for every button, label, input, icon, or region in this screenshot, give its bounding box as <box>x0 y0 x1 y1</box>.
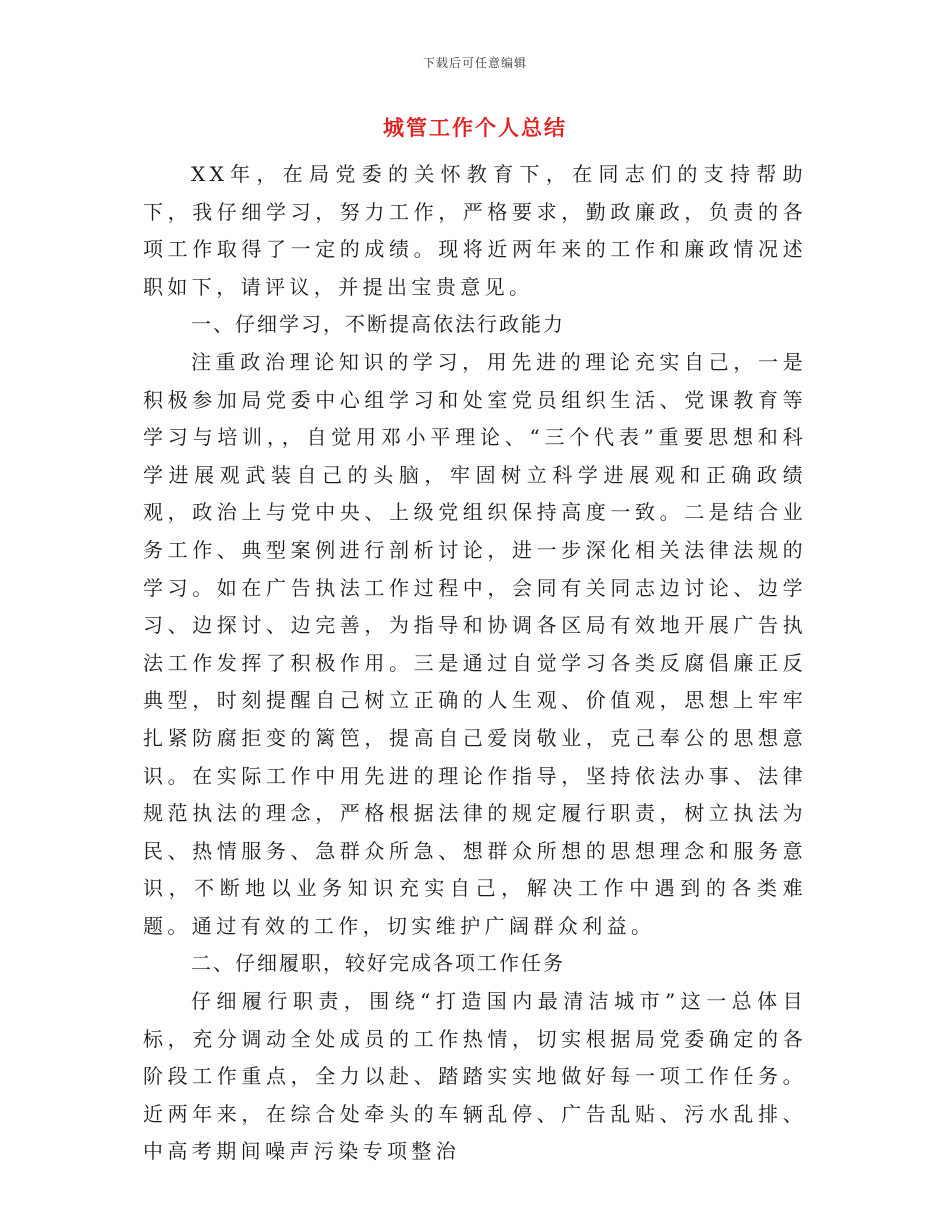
section-2-paragraph: 仔细履行职责，围绕“打造国内最清洁城市”这一总体目标，充分调动全处成员的工作热情，切实根据局党委确定的各阶段工作重点，全力以赴、踏踏实实地做好每一项工作任务。近两年来，在综合处牵头的车辆乱停、广告乱贴、污水乱排、中高考期间噪声污染专项整治 <box>143 989 807 1164</box>
section-1-paragraph: 注重政治理论知识的学习，用先进的理论充实自己，一是积极参加局党委中心组学习和处室党员组织生活、党课教育等学习与培训，，自觉用邓小平理论、“三个代表”重要思想和科学进展观武装自己的头脑，牢固树立科学进展观和正确政绩观，政治上与党中央、上级党组织保持高度一致。二是结合业务工作、典型案例进行剖析讨论，进一步深化相关法律法规的学习。如在广告执法工作过程中，会同有关同志边讨论、边学习、边探讨、边完善，为指导和协调各区局有效地开展广告执法工作发挥了积极作用。三是通过自觉学习各类反腐倡廉正反典型，时刻提醒自己树立正确的人生观、价值观，思想上牢牢扎紧防腐拒变的篱笆，提高自己爱岗敬业，克己奉公的思想意识。在实际工作中用先进的理论作指导，坚持依法办事、法律规范执法的理念，严格根据法律的规定履行职责，树立执法为民、热情服务、急群众所急、想群众所想的思想理念和服务意识，不断地以业务知识充实自己，解决工作中遇到的各类难题。通过有效的工作，切实维护广阔群众利益。 <box>143 349 807 938</box>
intro-paragraph: XX年，在局党委的关怀教育下，在同志们的支持帮助下，我仔细学习，努力工作，严格要求，勤政廉政，负责的各项工作取得了一定的成绩。现将近两年来的工作和廉政情况述职如下，请评议，并提出宝贵意见。 <box>143 162 807 299</box>
section-1-heading: 一、仔细学习，不断提高依法行政能力 <box>191 312 565 337</box>
document-title: 城管工作个人总结 <box>383 116 567 140</box>
section-2-heading: 二、仔细履职，较好完成各项工作任务 <box>191 951 565 976</box>
header-note: 下载后可任意编辑 <box>422 56 527 70</box>
document-body <box>143 156 807 1171</box>
